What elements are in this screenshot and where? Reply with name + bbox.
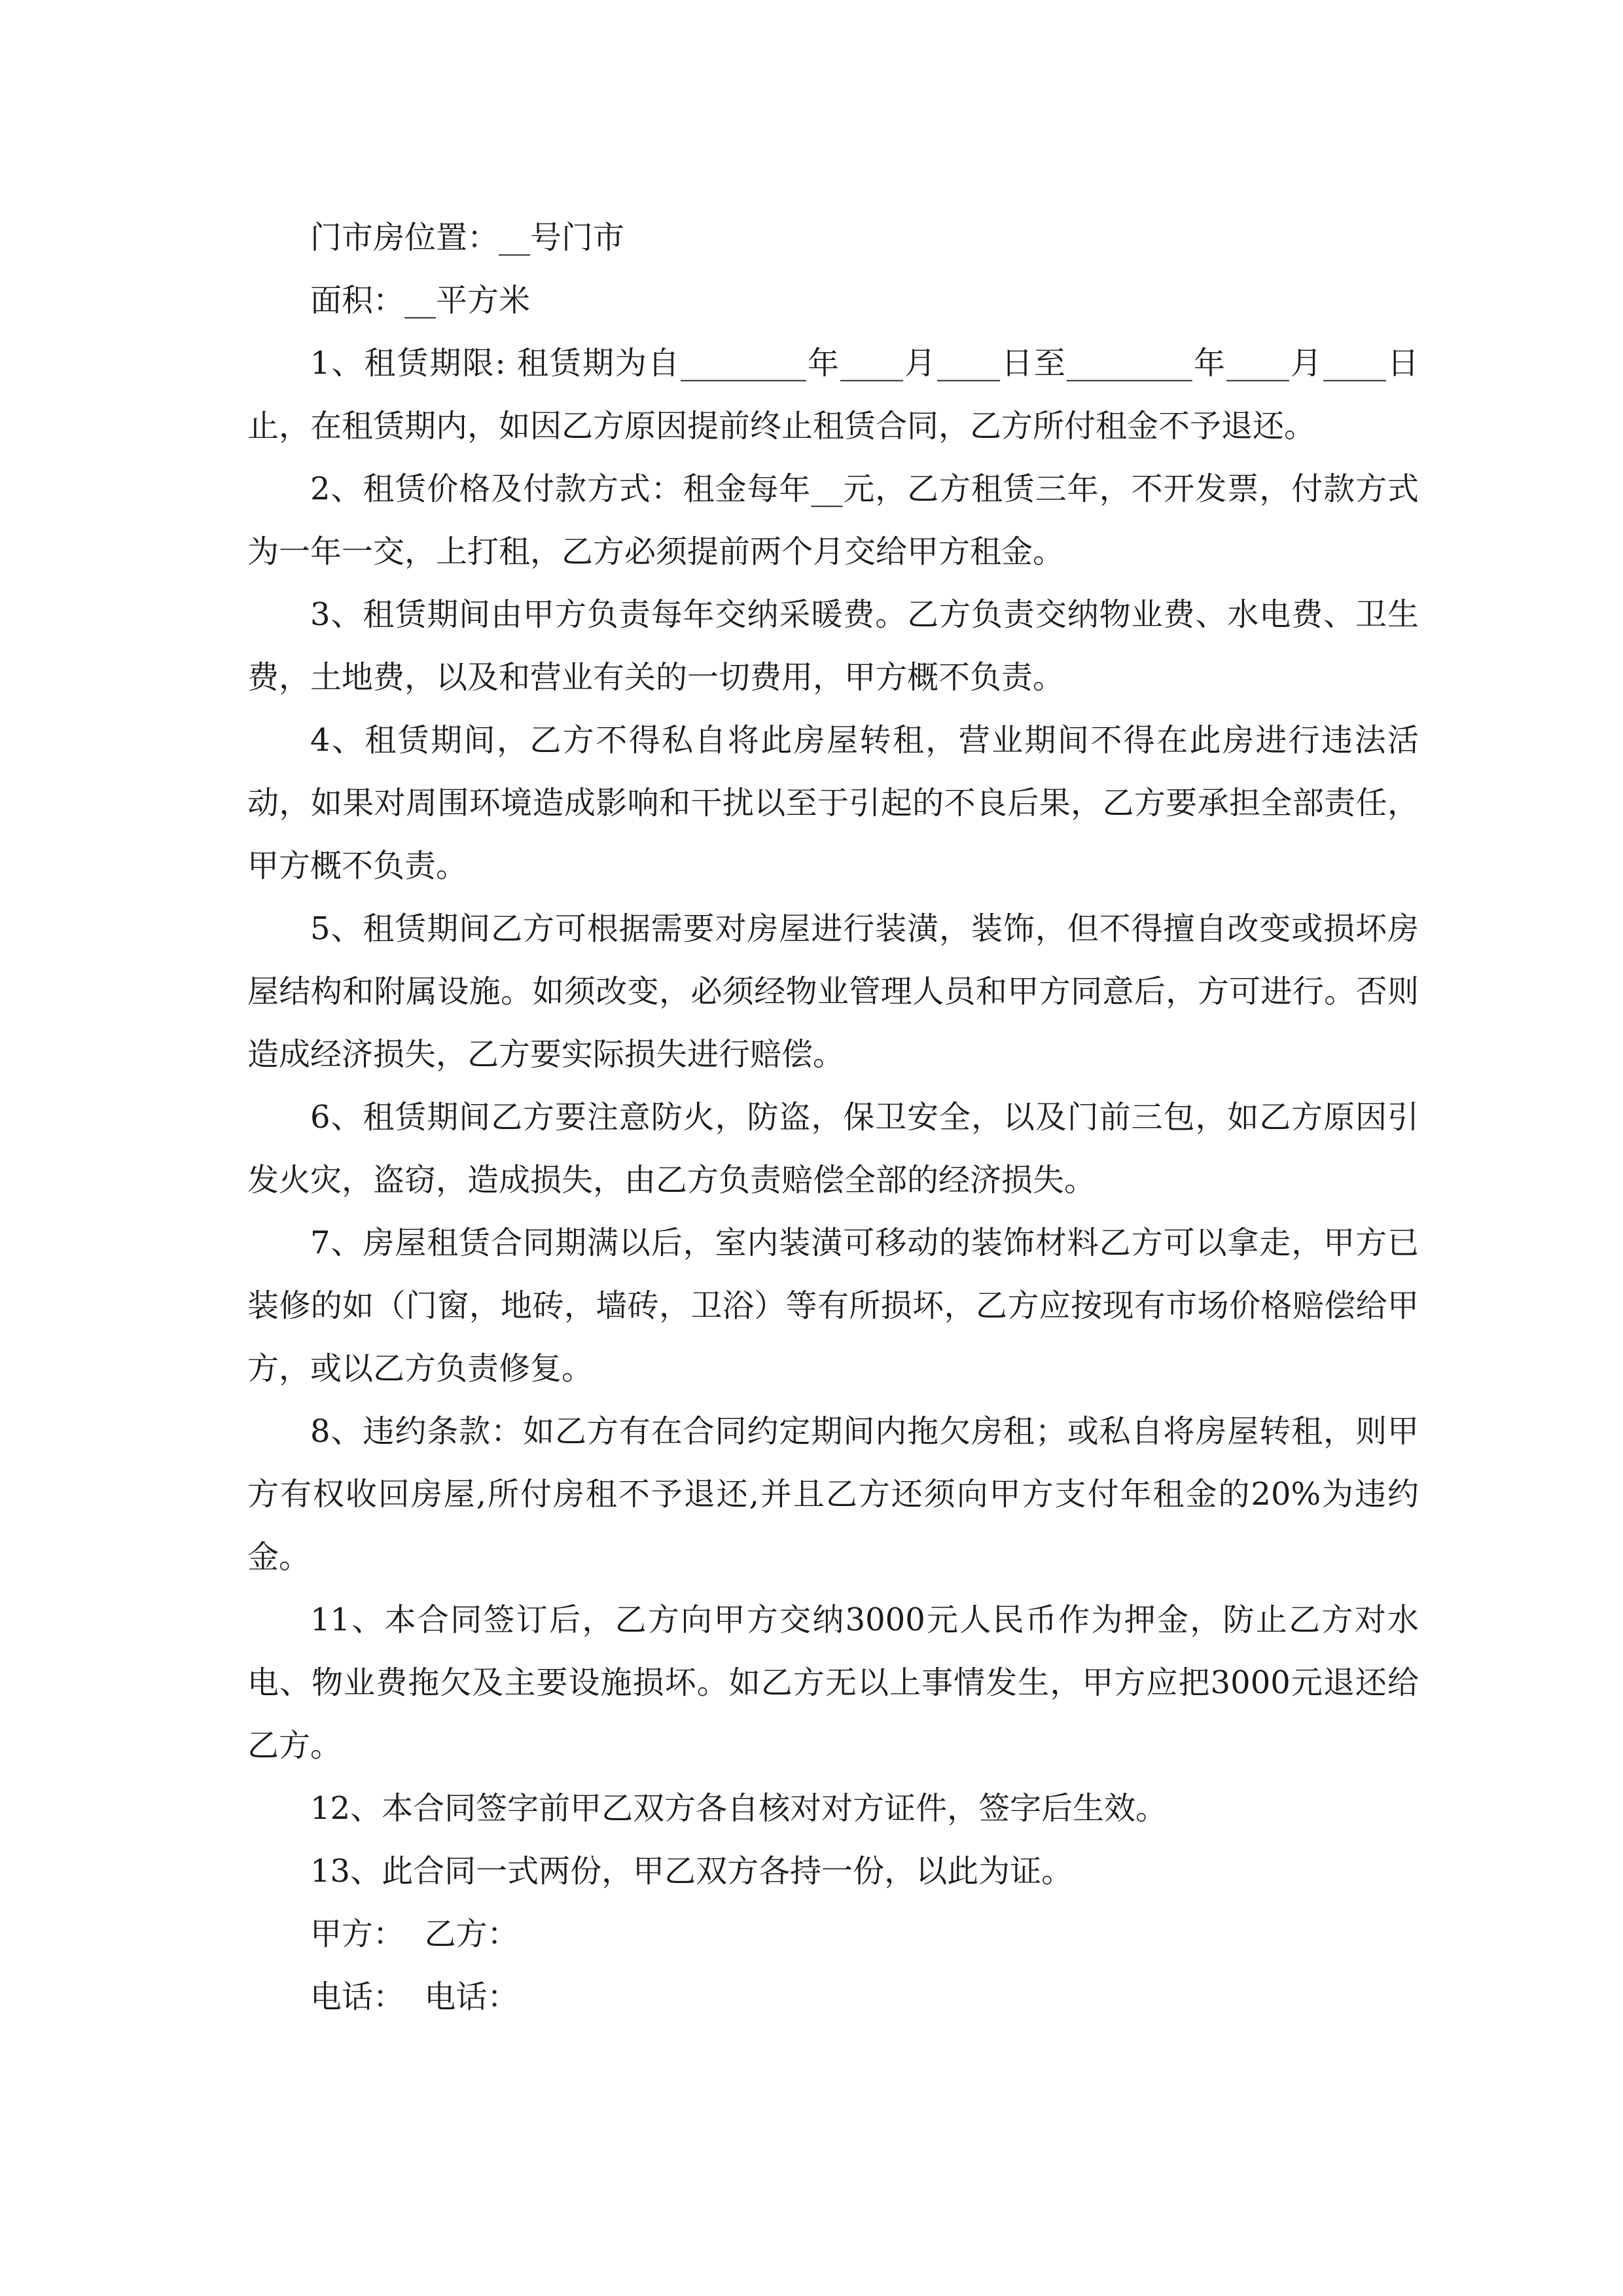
document-page — [247, 206, 1419, 2028]
clause-3-fees: 3、租赁期间由甲方负责每年交纳采暖费。乙方负责交纳物业费、水电费、卫生费，土地费，以及和营业有关的一切费用，甲方概不负责。 — [247, 596, 1419, 696]
party-signature-line: 甲方： 乙方： — [310, 1916, 519, 1952]
shop-location-line: 门市房位置：__号门市 — [310, 219, 625, 256]
clause-7-expiry: 7、房屋租赁合同期满以后，室内装潢可移动的装饰材料乙方可以拿走，甲方已装修的如（门窗，地砖，墙砖，卫浴）等有所损坏，乙方应按现有市场价格赔偿给甲方，或以乙方负责修复。 — [247, 1225, 1419, 1387]
clause-6-safety: 6、租赁期间乙方要注意防火，防盗，保卫安全，以及门前三包，如乙方原因引发火灾，盗窃，造成损失，由乙方负责赔偿全部的经济损失。 — [247, 1099, 1419, 1198]
clause-5-decoration: 5、租赁期间乙方可根据需要对房屋进行装潢，装饰，但不得擅自改变或损坏房屋结构和附属设施。如须改变，必须经物业管理人员和甲方同意后，方可进行。否则造成经济损失，乙方要实际损失进行赔偿。 — [247, 910, 1419, 1073]
clause-12-verification: 12、本合同签字前甲乙双方各自核对对方证件，签字后生效。 — [310, 1790, 1168, 1827]
clause-13-copies: 13、此合同一式两份，甲乙双方各持一份，以此为证。 — [310, 1853, 1073, 1890]
clause-2-price-payment: 2、租赁价格及付款方式：租金每年__元，乙方租赁三年，不开发票，付款方式为一年一交，上打租，乙方必须提前两个月交给甲方租金。 — [247, 471, 1419, 570]
clause-11-deposit: 11、本合同签订后，乙方向甲方交纳3000元人民币作为押金，防止乙方对水电、物业费拖欠及主要设施损坏。如乙方无以上事情发生，甲方应把3000元退还给乙方。 — [247, 1602, 1419, 1764]
area-line: 面积：__平方米 — [310, 282, 531, 319]
clause-8-breach: 8、违约条款：如乙方有在合同约定期间内拖欠房租；或私自将房屋转租，则甲方有权收回房屋,所付房租不予退还,并且乙方还须向甲方支付年租金的20%为违约金。 — [247, 1413, 1419, 1575]
clause-1-lease-term: 1、租赁期限: 租赁期为自________年____月____日至________年____月____日止，在租赁期内，如因乙方原因提前终止租赁合同，乙方所付租金不予退还。 — [247, 345, 1419, 444]
phone-line: 电话： 电话： — [310, 1979, 519, 2015]
clause-4-sublease: 4、租赁期间，乙方不得私自将此房屋转租，营业期间不得在此房进行违法活动，如果对周围环境造成影响和干扰以至于引起的不良后果，乙方要承担全部责任，甲方概不负责。 — [247, 722, 1419, 884]
